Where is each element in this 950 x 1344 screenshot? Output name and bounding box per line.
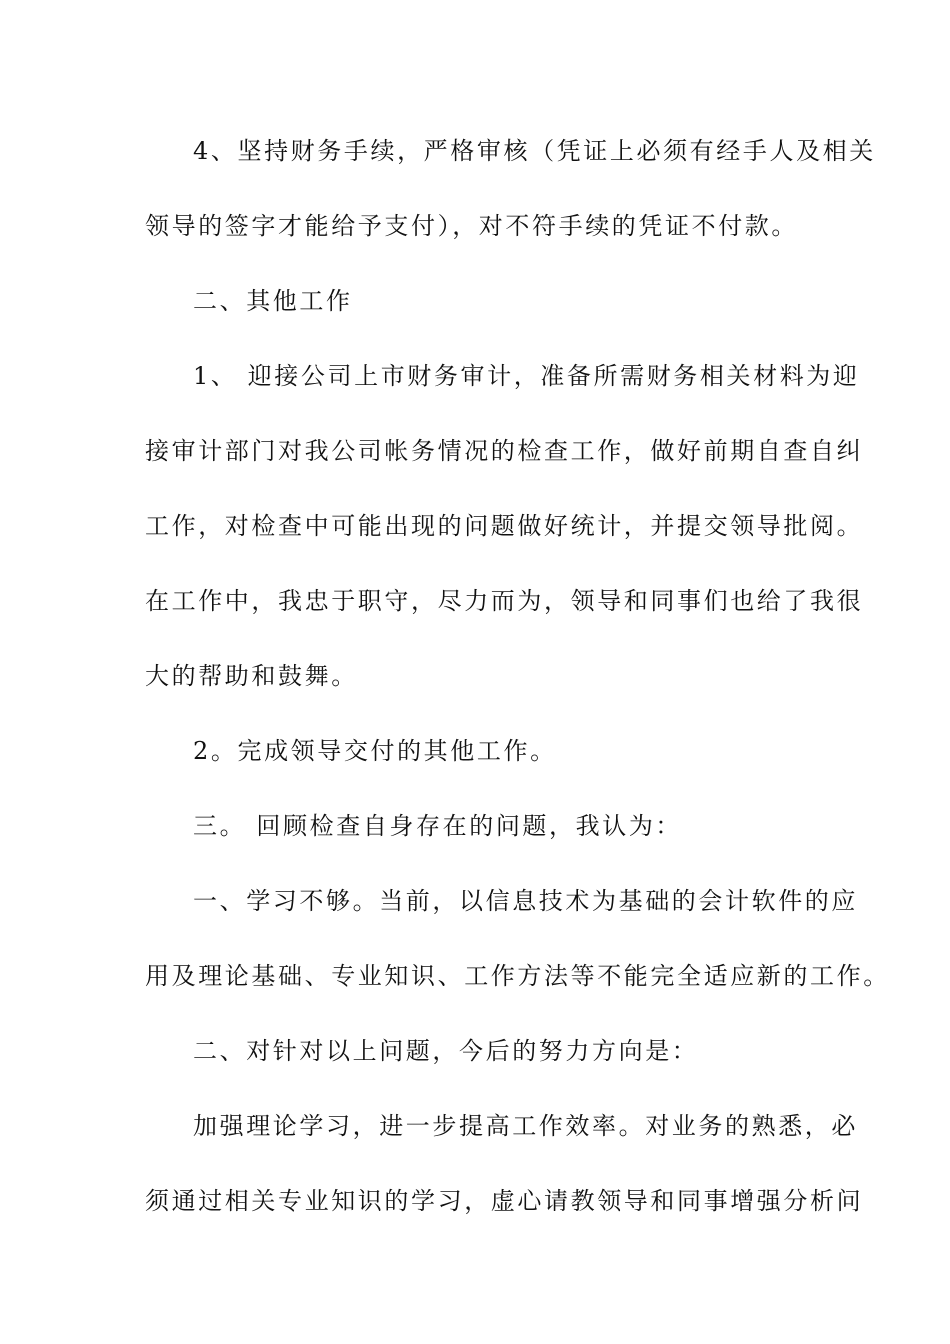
paragraph-line: 1、 迎接公司上市财务审计，准备所需财务相关材料为迎 (193, 362, 860, 390)
section-heading: 二、其他工作 (193, 287, 353, 315)
paragraph-line: 工作，对检查中可能出现的问题做好统计，并提交领导批阅。 (145, 512, 864, 540)
paragraph-line: 大的帮助和鼓舞。 (145, 662, 358, 690)
paragraph-line: 4、坚持财务手续，严格审核（凭证上必须有经手人及相关 (193, 137, 876, 165)
paragraph-line: 二、对针对以上问题，今后的努力方向是： (193, 1037, 699, 1065)
paragraph-line: 2。完成领导交付的其他工作。 (193, 737, 557, 765)
section-heading: 三。 回顾检查自身存在的问题，我认为： (193, 812, 683, 840)
paragraph-line: 须通过相关专业知识的学习，虚心请教领导和同事增强分析问 (145, 1187, 864, 1215)
paragraph-line: 在工作中，我忠于职守，尽力而为，领导和同事们也给了我很 (145, 587, 864, 615)
paragraph-line: 用及理论基础、专业知识、工作方法等不能完全适应新的工作。 (145, 962, 890, 990)
paragraph-line: 一、学习不够。当前，以信息技术为基础的会计软件的应 (193, 887, 858, 915)
paragraph-line: 领导的签字才能给予支付），对不符手续的凭证不付款。 (145, 212, 798, 240)
paragraph-line: 加强理论学习，进一步提高工作效率。对业务的熟悉，必 (193, 1112, 858, 1140)
paragraph-line: 接审计部门对我公司帐务情况的检查工作，做好前期自查自纠 (145, 437, 864, 465)
